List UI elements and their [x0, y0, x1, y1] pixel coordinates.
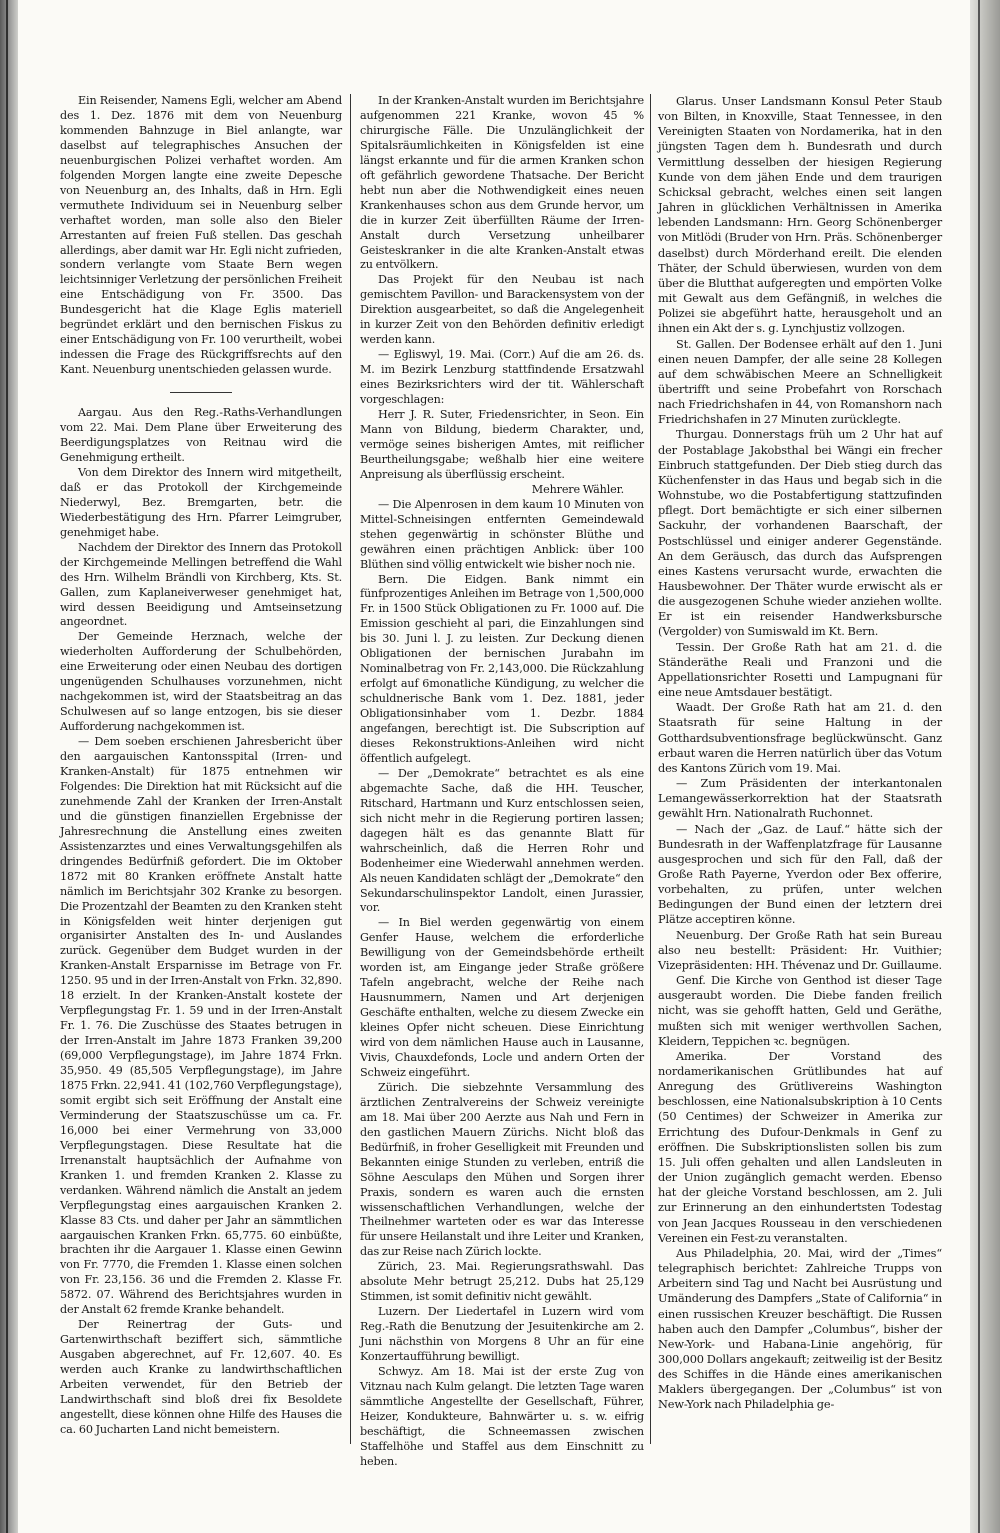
article-paragraph: Glarus. Unser Landsmann Konsul Peter Staub von Bilten, in Knoxville, Staat Tennessee, in den Vereinigten Staaten von Nordamerika, hat in den jüngsten Tagen dem h. Bundesrath und durch Vermittlung desselben der hiesigen Regierung Kunde von dem jähen Ende und dem traurigen Schicksal gebracht, welches einen seit langen Jahren in glücklichen Verhältnissen in Amerika lebenden Landsmann: Hrn. Georg Schönenberger von Mitlödi (Bruder von Hrn. Präs. Schönenberger daselbst) durch Mörderhand ereilt. Die elenden Thäter, der Schuld überwiesen, wurden von dem über die Blutthat aufgeregten und empörten Volke mit Gewalt aus dem Gefängniß, in welches die Polizei sie abgeführt hatte, herausgeholt und an ihnen ein Akt der s. g. Lynchjustiz vollzogen. [658, 94, 942, 336]
scan-left-margin [0, 0, 18, 1533]
article-paragraph: Bern. Die Eidgen. Bank nimmt ein fünfprozentiges Anleihen im Betrage von 1,500,000 Fr. in 1500 Stück Obligationen zu Fr. 1000 auf. Die Emission geschieht al pari, die Einzahlungen sind bis 30. Juni l. J. zu leisten. Zur Deckung dienen Obligationen der bernischen Jurabahn im Nominalbetrag von Fr. 2,143,000. Die Rückzahlung erfolgt auf 6monatliche Kündigung, zu welcher die schuldnerische Bank vom 1. Dez. 1881, jeder Obligationsinhaber vom 1. Dezbr. 1884 angefangen, berechtigt ist. Die Subscription auf dieses Rekonstruktions-Anleihen wird nicht öffentlich aufgelegt. [360, 572, 644, 765]
article-paragraph: Der Reinertrag der Guts- und Gartenwirthschaft beziffert sich, sämmtliche Ausgaben abgerechnet, auf Fr. 12,607. 40. Es werden auch Kranke zu landwirthschaftlichen Arbeiten verwendet, für den Betrieb der Landwirthschaft sind bloß drei fix Besoldete angestellt, diese können ohne Hilfe des Hauses die ca. 60 Jucharten Land nicht bemeistern. [60, 1318, 342, 1436]
article-paragraph: Tessin. Der Große Rath hat am 21. d. die Ständeräthe Reali und Franzoni und die Appellationsrichter Rosetti und Lampugnani für eine neue Amtsdauer bestätigt. [658, 639, 942, 700]
article-paragraph: — Dem soeben erschienen Jahresbericht über den aargauischen Kantonsspital (Irren- und Kranken-Anstalt) für 1875 entnehmen wir Folgendes: Die Direktion hat mit Rücksicht auf die zunehmende Zahl der Kranken der Irren-Anstalt und die günstigen finanziellen Ergebnisse der Jahresrechnung die Anstellung eines zweiten Assistenzarztes und eines Verwaltungsgehilfen als dringendes Bedürfniß gefordert. Die im Oktober 1872 mit 80 Kranken eröffnete Anstalt hatte nämlich im Berichtsjahr 302 Kranke zu besorgen. Die Prozentzahl der Beamten zu den Kranken steht in Königsfelden weit hinter derjenigen gut organisirter Anstalten des In- und Auslandes zurück. Gegenüber dem Budget wurden in der Kranken-Anstalt Ersparnisse im Betrage von Fr. 1250. 95 und in der Irren-Anstalt von Frkn. 32,890. 18 erzielt. In der Kranken-Anstalt kostete der Verpflegungstag Fr. 1. 59 und in der Irren-Anstalt Fr. 1. 76. Die Zuschüsse des Staates betrugen in der Irren-Anstalt im Jahre 1873 Franken 39,200 (69,000 Verpflegungstage), im Jahre 1874 Frkn. 35,950. 49 (85,505 Verpflegungstage), im Jahre 1875 Frkn. 22,941. 41 (102,760 Verpflegungstage), somit ergibt sich seit Eröffnung der Anstalt eine Verminderung der Staatszuschüsse um ca. Fr. 16,000 bei einer Vermehrung von 33,000 Verpflegungstagen. Diese Resultate hat die Irrenanstalt hauptsächlich der Aufnahme von Kranken 1. und fremden Kranken 2. Klasse zu verdanken. Während nämlich die Anstalt an jedem Verpflegungstag eines aargauischen Kranken 2. Klasse 83 Cts. und daher per Jahr an sämmtlichen aargauischen Kranken Frkn. 65,775. 60 einbüßte, brachten ihr die Aargauer 1. Klasse einen Gewinn von Fr. 7770, die Fremden 1. Klasse einen solchen von Fr. 23,156. 36 und die Fremden 2. Klasse Fr. 5872. 07. Während des Berichtsjahres wurden in der Anstalt 62 fremde Kranke behandelt. [60, 735, 342, 1317]
article-paragraph: Waadt. Der Große Rath hat am 21. d. den Staatsrath für seine Haltung in der Gotthardsubventionsfrage beglückwünscht. Ganz erbaut waren die Herren natürlich über das Votum des Kantons Zürich vom 19. Mai. [658, 700, 942, 775]
article-paragraph: Schwyz. Am 18. Mai ist der erste Zug von Vitznau nach Kulm gelangt. Die letzten Tage waren sämmtliche Angestellte der Gesellschaft, Führer, Heizer, Kondukteure, Bahnwärter u. s. w. eifrig beschäftigt, die Schneemassen zwischen Staffelhöhe und Staffel aus dem Einschnitt zu heben. [360, 1365, 644, 1468]
article-paragraph: Genf. Die Kirche von Genthod ist dieser Tage ausgeraubt worden. Die Diebe fanden freilich nicht, was sie gehofft hatten, Geld und Geräthe, mußten sich mit weniger werthvollen Sachen, Kleidern, Teppichen ꝛc. begnügen. [658, 973, 942, 1048]
scan-right-margin [970, 0, 1000, 1533]
column-3 [658, 94, 942, 1413]
article-paragraph: — Egliswyl, 19. Mai. (Corr.) Auf die am 26. ds. M. im Bezirk Lenzburg stattfindende Ersatzwahl eines Bezirksrichters wird der tit. Wählerschaft vorgeschlagen: [360, 348, 644, 407]
column-rule-1 [350, 94, 351, 1444]
article-paragraph: Ein Reisender, Namens Egli, welcher am Abend des 1. Dez. 1876 mit dem von Neuenburg kommenden Bahnzuge in Biel anlangte, war daselbst auf telegraphisches Ansuchen der neuenburgischen Polizei verhaftet worden. Am folgenden Morgen langte eine zweite Depesche von Neuenburg an, des Inhalts, daß in Hrn. Egli vermuthete Individuum sei in Neuenburg selber verhaftet worden, man solle also den Bieler Arrestanten auf freien Fuß stellen. Das geschah allerdings, aber damit war Hr. Egli nicht zufrieden, sondern verlangte vom Staate Bern wegen leichtsinniger Verletzung der persönlichen Freiheit eine Entschädigung von Fr. 3500. Das Bundesgericht hat die Klage Eglis materiell begründet erklärt und den bernischen Fiskus zu einer Entschädigung von Fr. 100 verurtheilt, wobei indessen die Frage des Rückgriffsrechts auf den Kant. Neuenburg unentschieden gelassen wurde. [60, 94, 342, 377]
article-paragraph: Aus Philadelphia, 20. Mai, wird der „Times“ telegraphisch berichtet: Zahlreiche Trupps von Arbeitern sind Tag und Nacht bei Ausrüstung und Umänderung des Dampfers „State of California“ in einen russischen Kreuzer beschäftigt. Die Russen haben auch den Dampfer „Columbus“, bisher der New-York- und Habana-Linie angehörig, für 300,000 Dollars angekauft; zeitweilig ist der Besitz des Schiffes in die Hände eines amerikanischen Maklers übergegangen. Der „Columbus“ ist von New-York nach Philadelphia ge- [658, 1245, 942, 1412]
article-paragraph: — Zum Präsidenten der interkantonalen Lemangewässerkorrektion hat der Staatsrath gewählt Hrn. Nationalrath Ruchonnet. [658, 776, 942, 821]
article-paragraph: Aargau. Aus den Reg.-Raths-Verhandlungen vom 22. Mai. Dem Plane über Erweiterung des Beerdigungsplatzes von Reitnau wird die Genehmigung ertheilt. [60, 406, 342, 464]
article-paragraph: Der Gemeinde Herznach, welche der wiederholten Aufforderung der Schulbehörden, eine Erweiterung oder einen Neubau des dortigen ungenügenden Schulhauses vorzunehmen, nicht nachgekommen ist, wird der Staatsbeitrag an das Schulwesen auf so lange entzogen, bis sie dieser Aufforderung nachgekommen ist. [60, 630, 342, 734]
article-paragraph: Mehrere Wähler. [531, 482, 624, 496]
section-separator [170, 392, 232, 393]
article-paragraph: Luzern. Der Liedertafel in Luzern wird vom Reg.-Rath die Benutzung der Jesuitenkirche am 2. Juni nächsthin von Morgens 8 Uhr an für eine Konzertaufführung bewilligt. [360, 1305, 644, 1364]
column-1 [60, 94, 342, 1438]
article-paragraph: — Nach der „Gaz. de Lauf.“ hätte sich der Bundesrath in der Waffenplatzfrage für Lausanne ausgesprochen und sich für den Fall, daß der Große Rath Payerne, Yverdon oder Bex offerire, vorbehalten, zu prüfen, unter welchen Bedingungen der Bund einen der letztern drei Plätze acceptiren könne. [658, 821, 942, 927]
article-paragraph: Amerika. Der Vorstand des nordamerikanischen Grütlibundes hat auf Anregung des Grütlivereins Washington beschlossen, eine Nationalsubskription à 10 Cents (50 Centimes) der Schweizer in Amerika zur Errichtung des Dufour-Denkmals in Genf zu eröffnen. Die Subskriptionslisten sollen bis zum 15. Juli offen gehalten und allen Landsleuten in der Union zugänglich gemacht werden. Ebenso hat der gleiche Vorstand beschlossen, am 2. Juli zur Erinnerung an den einhundertsten Todestag von Jean Jacques Rousseau in den verschiedenen Vereinen ein Fest-zu veranstalten. [658, 1048, 942, 1245]
article-paragraph: Herr J. R. Suter, Friedensrichter, in Seon. Ein Mann von Bildung, biederm Charakter, und, vermöge seines bisherigen Amtes, mit reiflicher Beurtheilungsgabe; weßhalb hier eine weitere Anpreisung als überflüssig erscheint. [360, 408, 644, 481]
column-2 [360, 94, 644, 1470]
article-paragraph: Neuenburg. Der Große Rath hat sein Bureau also neu bestellt: Präsident: Hr. Vuithier; Vizepräsidenten: HH. Thévenaz und Dr. Guillaume. [658, 927, 943, 972]
article-paragraph: Von dem Direktor des Innern wird mitgetheilt, daß er das Protokoll der Kirchgemeinde Niederwyl, Bez. Bremgarten, betr. die Wiederbestätigung des Hrn. Pfarrer Leimgruber, genehmiget habe. [60, 465, 342, 539]
article-paragraph: Nachdem der Direktor des Innern das Protokoll der Kirchgemeinde Mellingen betreffend die Wahl des Hrn. Wilhelm Brändli von Kirchberg, Kts. St. Gallen, zum Kaplaneiverweser genehmiget hat, wird dessen Beeidigung und Amtseinsetzung angeordnet. [60, 540, 342, 629]
article-paragraph: Zürich. Die siebzehnte Versammlung des ärztlichen Zentralvereins der Schweiz vereinigte am 18. Mai über 200 Aerzte aus Nah und Fern in den gastlichen Mauern Zürichs. Nicht bloß das Bedürfniß, in froher Geselligkeit mit Freunden und Bekannten einige Stunden zu verleben, entriß die Söhne Aesculaps den Mühen und Sorgen ihrer Praxis, sondern es waren auch die ernsten wissenschaftlichen Verhandlungen, welche der Theilnehmer warteten oder es war das Interesse für unsere Heilanstalt und ihre Leiter und Kranken, das zur Reise nach Zürich lockte. [360, 1080, 644, 1259]
article-paragraph: Das Projekt für den Neubau ist nach gemischtem Pavillon- und Barackensystem von der Direktion ausgearbeitet, so daß die Angelegenheit in kurzer Zeit von den Behörden definitiv erledigt werden kann. [360, 273, 644, 347]
article-paragraph: — Die Alpenrosen in dem kaum 10 Minuten von Mittel-Schneisingen entfernten Gemeindewald stehen gegenwärtig in schönster Blüthe und gewähren einen prächtigen Anblick: über 100 Blüthen sind völlig entwickelt wie bisher noch nie. [360, 497, 644, 571]
article-paragraph: In der Kranken-Anstalt wurden im Berichtsjahre aufgenommen 221 Kranke, wovon 45 % chirurgische Fälle. Die Unzulänglichkeit der Spitalsräumlichkeiten in Königsfelden ist eine längst erkannte und für die armen Kranken schon oft gefährlich gewordene Thatsache. Der Bericht hebt nun aber die Nothwendigkeit eines neuen Krankenhauses schon aus dem Grunde hervor, um die in kurzer Zeit überfüllten Räume der Irren-Anstalt durch Versetzung unheilbarer Geisteskranker in die alte Kranken-Anstalt etwas zu entvölkern. [360, 94, 644, 272]
article-paragraph: — In Biel werden gegenwärtig von einem Genfer Hause, welchem die erforderliche Bewilligung von der Gemeindsbehörde ertheilt worden ist, am Eingange jeder Straße größere Tafeln angebracht, welche der Reihe nach Hausnummern, Namen und Art derjenigen Geschäfte enthalten, welche zu diesem Zwecke ein kleines Opfer nicht scheuen. Diese Einrichtung wird von dem nämlichen Hause auch in Lausanne, Vivis, Chauxdefonds, Locle und andern Orten der Schweiz eingeführt. [360, 916, 644, 1079]
article-paragraph: St. Gallen. Der Bodensee erhält auf den 1. Juni einen neuen Dampfer, der alle seine 28 Kollegen auf dem schwäbischen Meere an Schnelligkeit übertrifft und seine Probefahrt von Rorschach nach Friedrichshafen in 44, von Romanshorn nach Friedrichshafen in 27 Minuten zurücklegte. [658, 336, 942, 427]
article-paragraph: Zürich, 23. Mai. Regierungsrathswahl. Das absolute Mehr betrugt 25,212. Dubs hat 25,129 Stimmen, ist somit definitiv nicht gewählt. [360, 1260, 644, 1304]
article-paragraph: Thurgau. Donnerstags früh um 2 Uhr hat auf der Postablage Jakobsthal bei Wängi ein frecher Einbruch stattgefunden. Der Dieb stieg durch das Küchenfenster in das Haus und begab sich in die Wohnstube, wo die Postabfertigung stattzufinden pflegt. Dort bemächtigte er sich einer silbernen Sackuhr, der vorhandenen Baarschaft, der Postschlüssel und einiger anderer Gegenstände. An dem Geräusch, das durch das Aufsprengen eines Kastens verursacht wurde, erwachten die Hausbewohner. Der Thäter wurde erwischt als er die ausgezogenen Schuhe wieder anziehen wollte. Er ist ein reisender Handwerksbursche (Vergolder) von Sumiswald im Kt. Bern. [658, 427, 942, 639]
article-paragraph: — Der „Demokrate“ betrachtet es als eine abgemachte Sache, daß die HH. Teuscher, Ritschard, Hartmann und Kurz entschlossen seien, sich nicht mehr in die Regierung portiren lassen; dagegen hält es das genannte Blatt für wahrscheinlich, daß die Herren Rohr und Bodenheimer eine Wiederwahl annehmen werden. Als neuen Kandidaten schlägt der „Demokrate“ den Sekundarschulinspektor Landolt, einen Jurassier, vor. [360, 766, 644, 915]
column-rule-2 [650, 94, 651, 1444]
